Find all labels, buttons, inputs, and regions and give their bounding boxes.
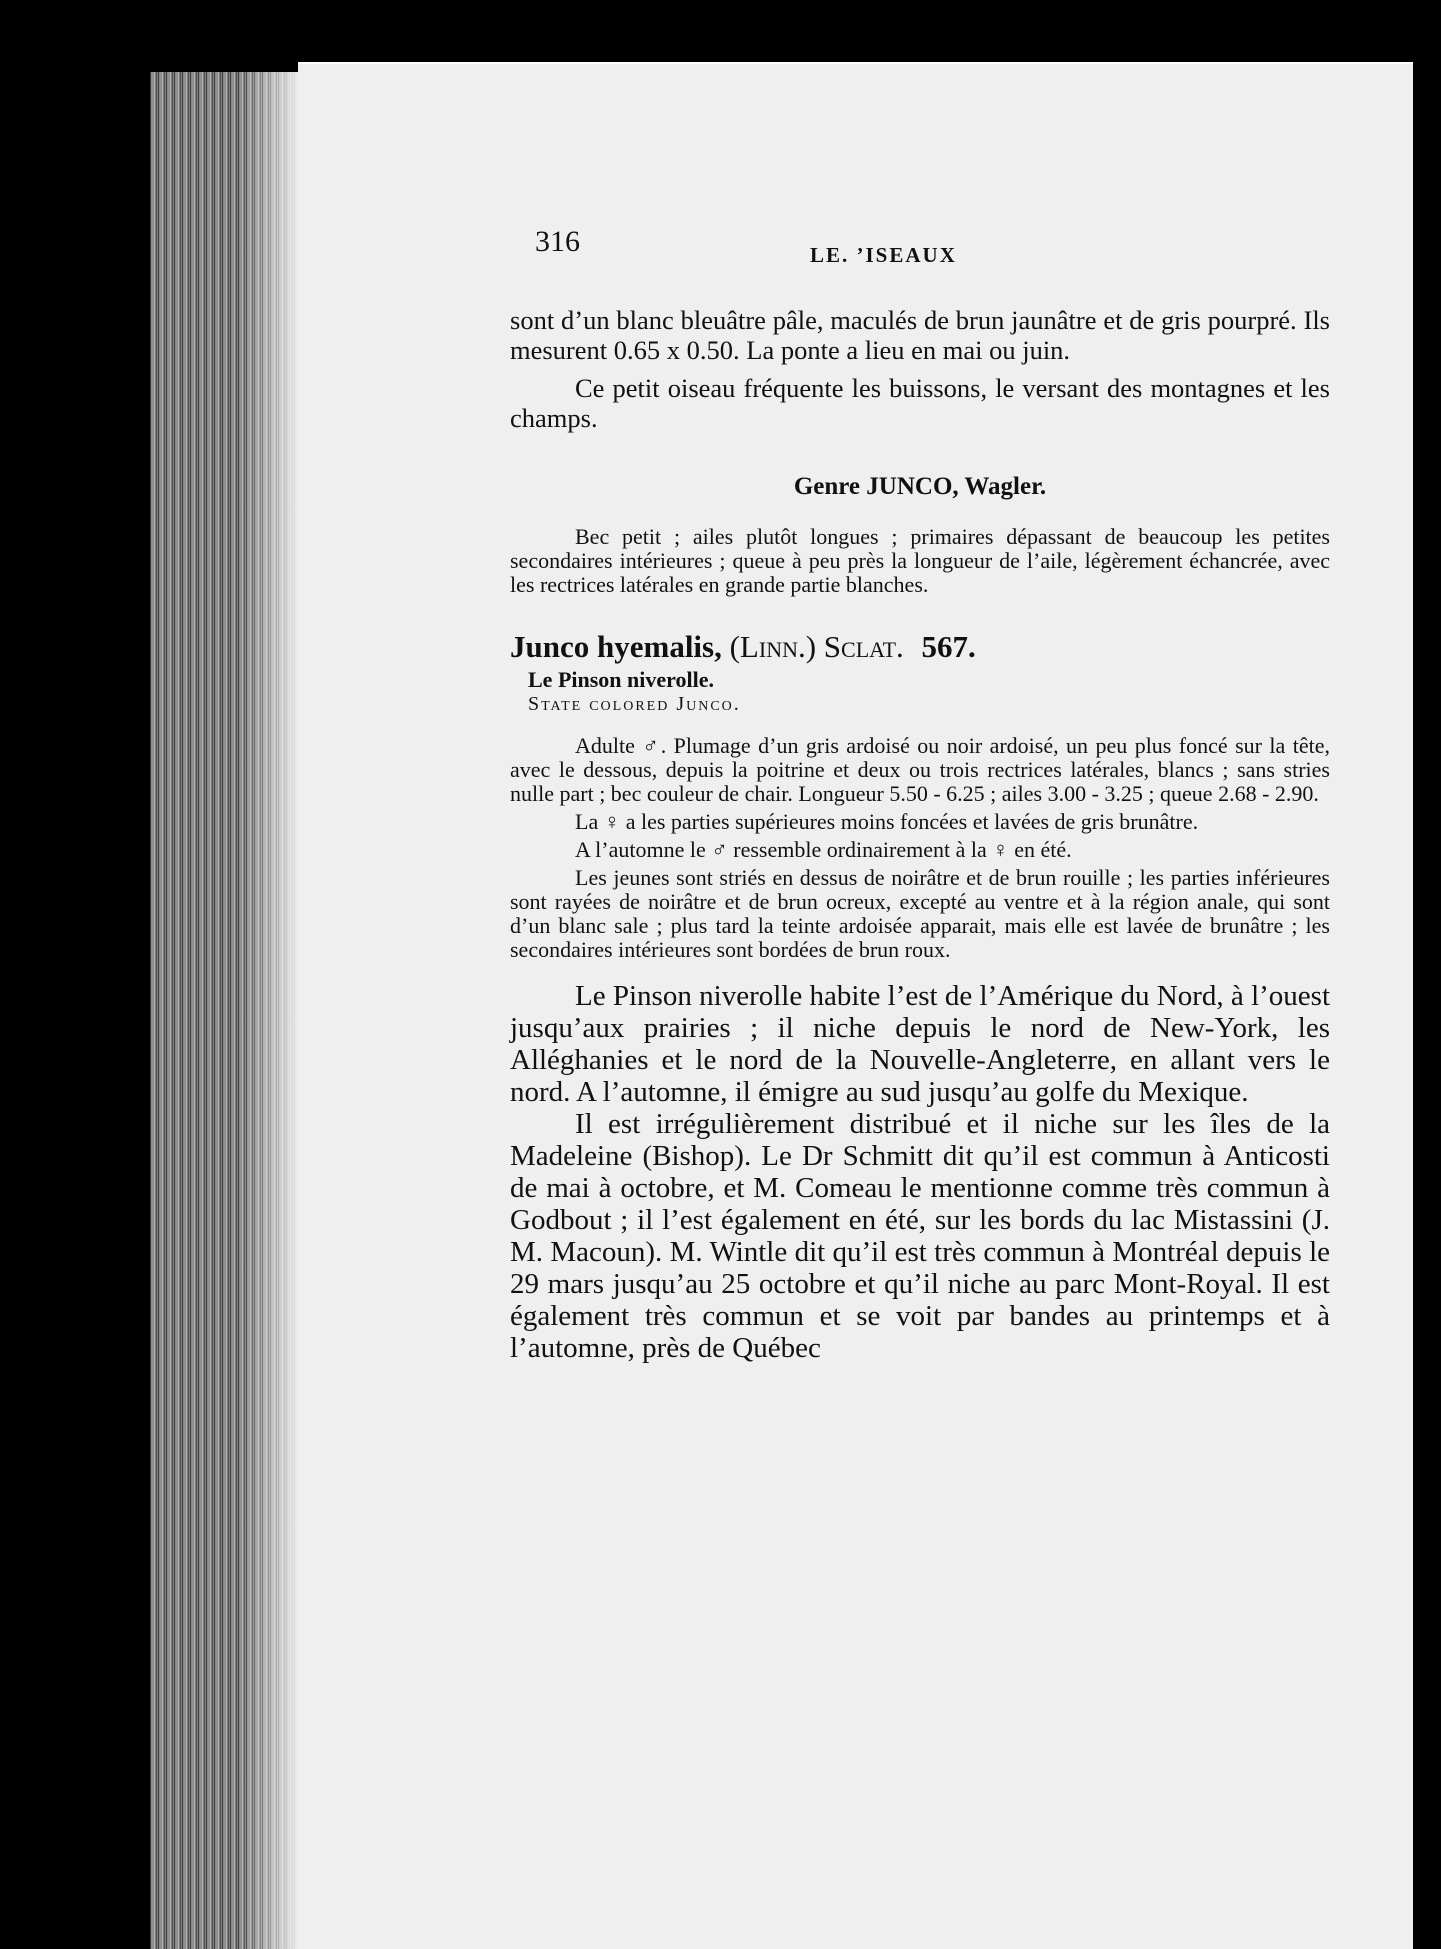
species-number: 567.	[921, 629, 976, 664]
description-female: La ♀ a les parties supérieures moins foncées et lavées de gris brunâtre.	[575, 809, 1199, 834]
species-english-name: State colored Junco.	[528, 693, 741, 715]
species-heading	[510, 629, 1330, 665]
description-autumn: A l’automne le ♂ ressemble ordinairement à la ♀ en été.	[575, 837, 1072, 862]
paragraph-eggs: sont d’un blanc bleuâtre pâle, maculés de brun jaunâtre et de gris pourpré. Ils mesurent 0.65 x 0.50. La ponte a lieu en mai ou juin.	[510, 305, 1330, 365]
species-authority: (Linn.) Sclat.	[729, 629, 904, 664]
running-title: LE. ’ISEAUX	[810, 243, 957, 267]
running-head	[510, 225, 1330, 275]
binding-shadow	[240, 72, 300, 1949]
species-scientific-name: Junco hyemalis,	[510, 629, 722, 664]
page-number: 316	[535, 225, 580, 258]
genus-description: Bec petit ; ailes plutôt longues ; primaires dépassant de beaucoup les petites secondaires intérieures ; queue à peu près la longueur de l’aile, légèrement échancrée, avec les rectrices latérales en grande partie blanches.	[510, 524, 1330, 597]
description-adult-male: Adulte ♂. Plumage d’un gris ardoisé ou noir ardoisé, un peu plus foncé sur la tête, avec le dessous, depuis la poitrine et deux ou trois rectrices latérales, blancs ; sans stries nulle part ; bec couleur de chair. Longueur 5.50 - 6.25 ; ailes 3.00 - 3.25 ; queue 2.68 - 2.90.	[510, 733, 1330, 806]
page-content	[510, 225, 1330, 1364]
paragraph-range: Le Pinson niverolle habite l’est de l’Amérique du Nord, à l’ouest jusqu’aux prairies ; il niche depuis le nord de New-York, les Alléghanies et le nord de la Nouvelle-Angleterre, en allant vers le nord. A l’automne, il émigre au sud jusqu’au golfe du Mexique.	[510, 980, 1330, 1108]
paragraph-habitat: Ce petit oiseau fréquente les buissons, le versant des montagnes et les champs.	[510, 373, 1330, 433]
paragraph-distribution: Il est irrégulièrement distribué et il niche sur les îles de la Madeleine (Bishop). Le Dr Schmitt dit qu’il est commun à Anticosti de mai à octobre, et M. Comeau le mentionne comme très commun à Godbout ; il l’est également en été, sur les bords du lac Mistassini (J. M. Macoun). M. Wintle dit qu’il est très commun à Montréal depuis le 29 mars jusqu’au 25 octobre et qu’il niche au parc Mont-Royal. Il est également très commun et se voit par bandes au printemps et à l’automne, près de Québec	[510, 1108, 1330, 1364]
description-young: Les jeunes sont striés en dessus de noirâtre et de brun rouille ; les parties inférieures sont rayées de noirâtre et de brun ocreux, excepté au ventre et à la région anale, qui sont d’un blanc sale ; plus tard la teinte ardoisée apparait, mais elle est lavée de brunâtre ; les secondaires intérieures sont bordées de brun roux.	[510, 865, 1330, 962]
genus-heading: Genre JUNCO, Wagler.	[793, 473, 1047, 500]
species-french-name: Le Pinson niverolle.	[528, 667, 714, 692]
